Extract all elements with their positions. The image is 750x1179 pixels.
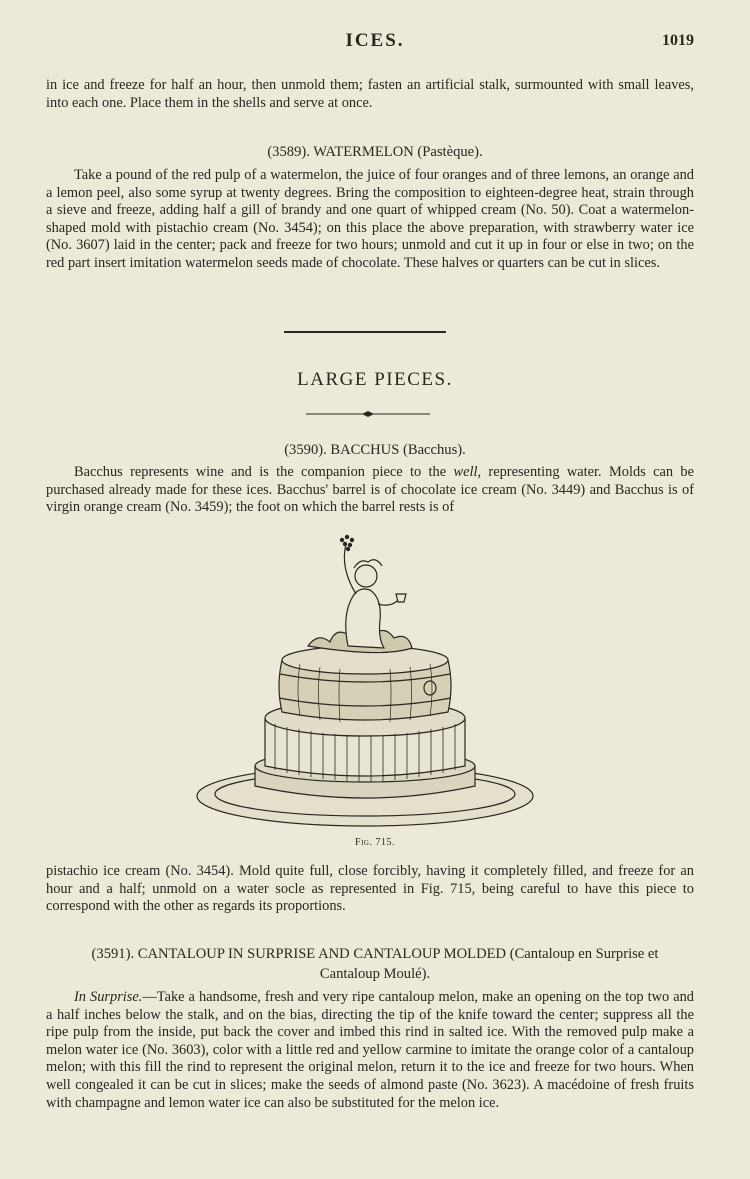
recipe-3589-heading: (3589). WATERMELON (Pastèque). <box>267 144 483 160</box>
recipe-3591-body: In Surprise.—Take a handsome, fresh and very ripe cantaloup melon, make an opening on the top two and a half inches below the stalk, and on the bias, directing the tip of the knife toward the center; suppress all the ripe pulp from the inside, put back the cover and imbed this rind in salted ice. With the removed pulp make a melon water ice (No. 3603), color with a little red and yellow carmine to imitate the orange color of a cantaloup melon; with this fill the rind to represent the original melon, return it to the ice and freeze for two hours. When well congealed it can be cut in slices; make the seeds of almond paste (No. 3623). A macédoine of fresh fruits with champagne and lemon water ice can also be substituted for the melon ice. <box>46 989 694 1111</box>
bacchus-ice-illustration <box>190 528 540 833</box>
running-head <box>0 28 750 54</box>
well-reference: well <box>453 464 478 480</box>
recipe-3590-body: Bacchus represents wine and is the companion piece to the well, representing water. Molds can be purchased already made for these ices. Bacchus' barrel is of chocolate ice cream (No. 3449) and Bacchus is of virgin orange cream (No. 3459); the foot on which the barrel rests is of <box>46 464 694 516</box>
figure-caption: Fig. 715. <box>355 837 395 848</box>
page-number: 1019 <box>662 32 694 49</box>
recipe-3590-heading: (3590). BACCHUS (Bacchus). <box>284 442 466 458</box>
recipe-3591-heading-line1: (3591). CANTALOUP IN SURPRISE AND CANTALOUP MOLDED (Cantaloup en Surprise et <box>91 946 659 962</box>
in-surprise-lead: In Surprise. <box>74 989 143 1005</box>
section-divider-rule <box>284 331 446 333</box>
recipe-3590-continuation: pistachio ice cream (No. 3454). Mold quite full, close forcibly, having it completely filled, and freeze for an hour and a half; unmold on a water socle as represented in Fig. 715, being careful to have this piece to correspond with the other as regards its proportions. <box>46 863 694 915</box>
section-title: LARGE PIECES. <box>297 369 453 390</box>
recipe-3589-body: Take a pound of the red pulp of a watermelon, the juice of four oranges and of three lemons, an orange and a lemon peel, also some syrup at twenty degrees. Bring the composition to eighteen-degree heat, strain through a sieve and freeze, adding half a gill of brandy and one quart of whipped cream (No. 50). Coat a watermelon-shaped mold with pistachio cream (No. 3454); on this place the above preparation, with strawberry water ice (No. 3607) laid in the center; pack and freeze for two hours; unmold and cut it up in four or else in two; on the red part insert imitation watermelon seeds made of chocolate. These halves or quarters can be cut in slices. <box>46 167 694 271</box>
recipe-3591-heading-line2: Cantaloup Moulé). <box>319 966 431 982</box>
intro-paragraph: in ice and freeze for half an hour, then unmold them; fasten an artificial stalk, surmounted with small leaves, into each one. Place them in the shells and serve at once. <box>46 77 694 111</box>
page-title: ICES. <box>345 30 405 51</box>
ornamental-rule <box>306 410 430 418</box>
